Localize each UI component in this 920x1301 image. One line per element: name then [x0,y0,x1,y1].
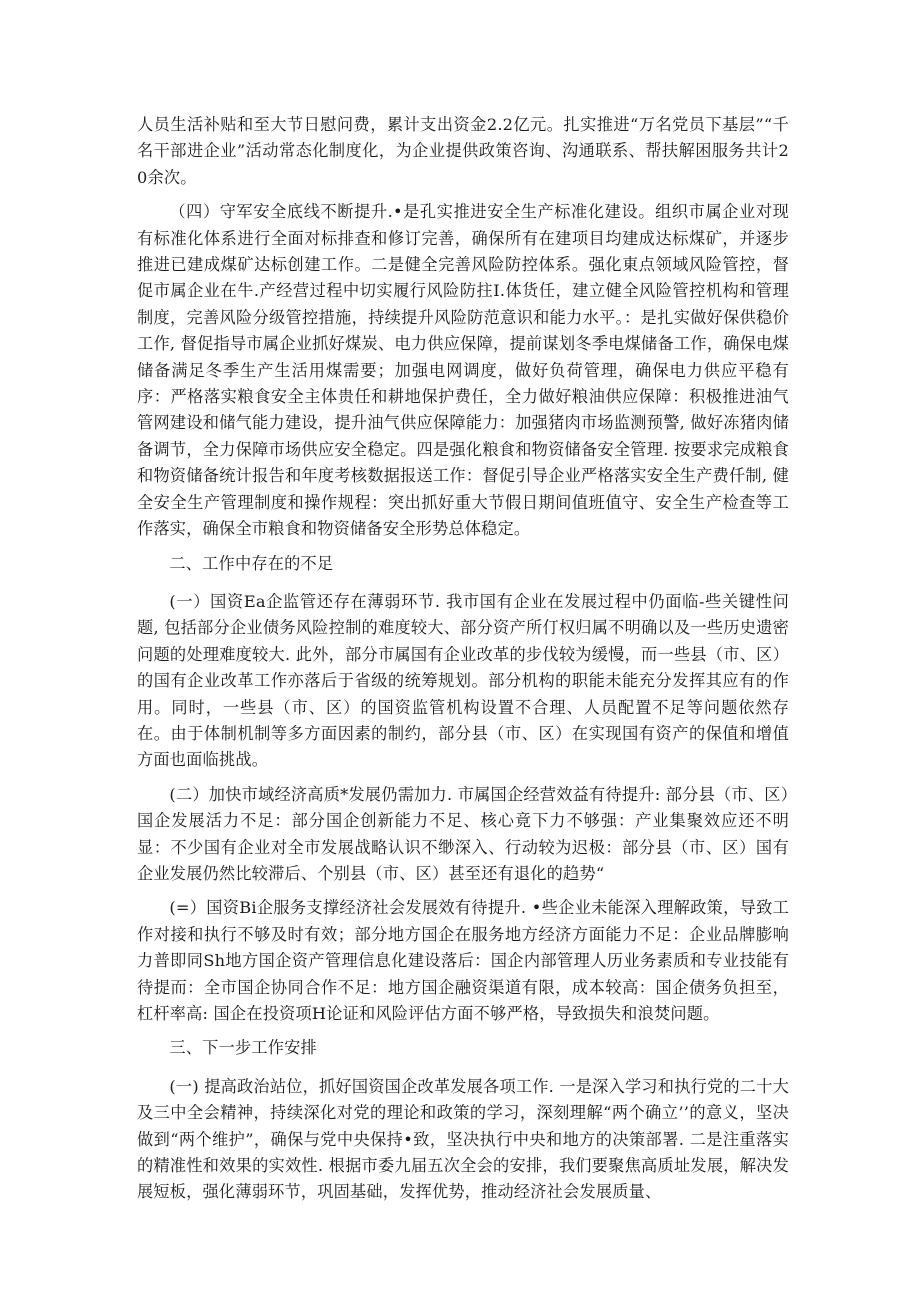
section-heading-shortcomings: 二、工作中存在的不足 [169,553,334,573]
paragraph-safety-baseline: （四）守军安全底线不断提升.•是孔实推进安全生产标准化建设。组织市属企业对现有标准化体系进行全面对标排查和修订完善，确保所有在建项目均建成达标煤矿，并逐步推进已建成煤矿达标创建工作。二是健全完善风险防控体系。强化東点领域风险管控，督促市属企业在牛.产经营过程中切实履行风险防拄I.体货任，建立健全风险管控机构和管理制度，完善风险分级管控措施，持续提升风险防范意识和能力水平。：是扎实做好保供稳价工作, 督促指导市属企业抓好煤炭、电力供应保障，提前谋划冬季电煤储备工作，确保电煤储备满足冬季生产生活用煤需要；加强电网调度，做好负荷管理，确保电力供应平稳有序：严格落实粮食安全主体贵任和耕地保护费任，全力做好粮油供应保障：积极推进油气管网建设和储气能力建设，提升油气供应保障能力：加强猪肉市场监测预警, 做好冻猪肉储备调节，全力保障市场供应安全稳定。四是强化粮食和物资储备安全管理. 按要求完成粮食和物资储备统计报告和年度考核数据报送工作：督促引导企业严格落实安全生产费仟制, 健全安全生产管理制度和操作规程：突出抓好重大节假日期间值班值守、安全生产检查等工作落实，确保全市粮食和物资储备安全形势总体稳定。 [137,202,789,539]
paragraph-service-support: (=）国资Bi企服务支撑经济社会发展效有待提升. •些企业未能深入理解政策，导致工作对接和执行不够及时有效；部分地方国企在服务地方经济方面能力不足：企业品牌膨响力普即同Sh地方国企资产管理信息化建设落后：国企内部管理人历业务素质和专业技能有待提而：全市国企协同合作不足：地方国企融资渠道有限，成本较高：国企债务负担至，杠杆率高: 国企在投资项H论证和风险评估方面不够严格，导致损失和浪焚问题。 [137,898,789,1023]
paragraph-economic-development: (二）加快市域经济高质*发展仍需加力. 市属国企经营效益有待提升: 部分县（市、区）国企发展活力不足：部分国企创新能力不足、核心竟下力不够强：产业集聚效应还不明显：不少国有企业对全市发展战略认识不缈深入、行动较为迟极：部分县（市、区）国有企业发展仍然比较滞后、个别县（市、区）甚至还有退化的趋势“ [137,784,789,883]
paragraph-continuation: 人员生活补贴和至大节日慰问费，累计支出资金2.2亿元。扎实推进“万名党员下基层”“千名干部进企业”活动常态化制度化，为企业提供政策咨询、沟通联系、帮扶解困服务共计20余次。 [137,115,789,187]
section-heading-next-steps: 三、下一步工作安排 [169,1038,317,1058]
document-body [137,112,789,1214]
paragraph-supervision-weakness: (一）国资Ea企监管还存在薄弱环节. 我市国有企业在发展过程中仍面临-些关键性问题, 包括部分企业债务风险控制的难度较大、部分资产所仃权归属不明确以及一些历史遗密问题的处理难度较大. 此外，部分市属国有企业改革的步伐较为缓慢，而一些县（市、区）的国有企业改革工作亦落后于省级的统筹规划。部分机构的职能未能充分发挥其应有的作用。同时，一些县（市、区）的国资监管机构设置不合理、人员配置不足等问题依然存在。由于体制机制等多方面因素的制约，部分县（市、区）在实现国有资产的保值和增值方面也面临挑战。 [137,591,789,770]
paragraph-political-stance: (一) 提高政治站位，抓好国资国企改革发展各项工作. 一是深入学习和执行党的二十大及三中全会精神，持续深化对党的理论和政策的学习，深刻理解“两个确立’’的意义，坚决做到“两个维护”，确保与党中央保持•致，坚决执行中央和地方的决策部署. 二是注重落实的精准性和效果的实效性. 根据市委九届五次全会的安排，我们要聚焦高质址发展，解决发展短板，强化薄弱环节，巩固基础，发挥优势，推动经济社会发展质量、 [137,1076,789,1202]
